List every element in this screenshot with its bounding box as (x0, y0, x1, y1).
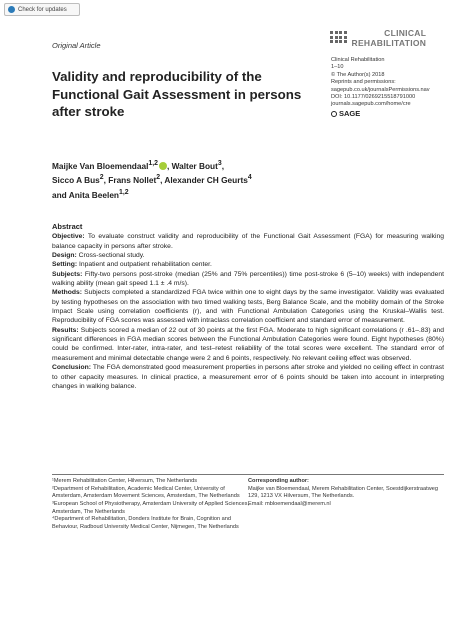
section-label: Setting: (52, 261, 78, 269)
abstract-results (52, 326, 444, 363)
journal-name-line1: CLINICAL (384, 28, 427, 38)
section-label: Objective: (52, 233, 85, 241)
affiliation-item: ⁴Department of Rehabilitation, Donders Institute for Brain, Cognition and Behaviour, Radboud University Medical Center, Nijmegen, The Netherlands (52, 516, 239, 530)
abstract-methods (52, 288, 444, 325)
abstract-heading: Abstract (52, 222, 83, 231)
abstract (52, 222, 444, 391)
publication-info (331, 57, 430, 117)
publisher-name: SAGE (339, 108, 361, 118)
article-type: Original Article (52, 41, 101, 50)
author-affiliation-sup: 3 (217, 160, 222, 167)
doi[interactable]: DOI: 10.1177/0269215518791000 (331, 94, 416, 101)
abstract-conclusion (52, 363, 444, 391)
affiliation-item: ²Department of Rehabilitation, Academic Medical Center, University of Amsterdam, Amsterdam Movement Sciences, Amsterdam, The Netherlands (52, 485, 240, 500)
section-text: Inpatient and outpatient rehabilitation center. (79, 261, 212, 269)
section-label: Design: (52, 252, 77, 260)
author-affiliation-sup: 2 (156, 174, 161, 182)
section-text: The FGA demonstrated good measurement properties in persons after stroke and yielded no ceiling effect in contrast to other capacity measures. In clinical practice, a measurement error of 6 points should be taken into account in interpreting changes in walking balance. (52, 364, 444, 390)
section-text: Subjects scored a median of 22 out of 30 points at the first FGA. Moderate to high significant correlations (r .61–.83) and significant differences in FGA median scores between the Functional Ambulation Categories were found. Eight hypotheses (80%) could be confirmed. Inter-rater, intra-rater, and test–retest reliability of the total scores were excellent. The standard error of measurement and minimal detectable change were 2 and 6 points, respectively. No relevant ceiling effect was observed. (52, 326, 444, 362)
corresponding-author (248, 478, 448, 509)
section-label: Subjects: (52, 270, 83, 278)
journal-logo-grid-icon (330, 31, 347, 43)
section-label: Conclusion: (52, 364, 91, 372)
orcid-icon[interactable] (159, 162, 167, 170)
affiliation-item: ³European School of Physiotherapy, Amsterdam University of Applied Sciences, Amsterdam, The Netherlands (52, 500, 250, 515)
section-text: To evaluate construct validity and reproducibility of the Functional Gait Assessment (FGA) for measuring walking balance capacity in persons after stroke. (52, 233, 444, 250)
author-name: Sicco A Bus (52, 175, 100, 186)
section-label: Methods: (52, 289, 82, 297)
footer-divider (52, 474, 444, 475)
section-label: Results: (52, 326, 79, 334)
author-name: Frans Nollet (108, 175, 157, 186)
pub-info-line: © The Author(s) 2018 (331, 71, 385, 78)
corresponding-author-email[interactable]: Email: mbloemendaal@merem.nl (248, 500, 331, 507)
author-name: Maijke Van Bloemendaal (52, 160, 149, 171)
section-text: Subjects completed a standardized FGA twice within one to eight days by the same investigator. Validity was evaluated by testing hypotheses on the association with two timed walking tests, Berg Balance Scale, and the mobility domain of the Stroke Impact Scale using correlation coefficients (r), and with Functional Ambulation Categories using the Kruskal–Wallis test. Reproducibility of FGA scores was assessed with intraclass correlation coefficient and standard error of measurement. (52, 289, 444, 325)
abstract-objective (52, 232, 444, 251)
author-affiliation-sup: 4 (247, 174, 252, 182)
pub-info-line: 1–10 (331, 64, 344, 71)
section-text: Cross-sectional study. (78, 252, 145, 260)
author-affiliation-sup: 2 (99, 174, 104, 182)
pub-info-line: Reprints and permissions: (331, 79, 396, 86)
affiliations (52, 478, 252, 532)
check-for-updates-label: Check for updates (18, 6, 67, 13)
section-text: Fifty-two persons post-stroke (median (25% and 75% percentiles)) time post-stroke 6 (5–10) weeks) with independent walking ability (mean gait speed 1.1 ± .4 m/s). (52, 270, 444, 288)
publisher-logo (331, 110, 430, 117)
updates-icon (8, 6, 15, 13)
author-affiliation-sup: 1,2 (148, 160, 158, 167)
author-name: and Anita Beelen (52, 189, 120, 200)
pub-info-line: sagepub.co.uk/journalsPermissions.nav (331, 86, 430, 93)
abstract-design (52, 251, 444, 260)
pub-info-line: Clinical Rehabilitation (331, 57, 385, 63)
abstract-setting (52, 260, 444, 269)
article-title: Validity and reproducibility of the Functional Gait Assessment in persons after stroke (52, 69, 302, 119)
abstract-subjects (52, 270, 444, 289)
check-for-updates-badge[interactable] (4, 3, 80, 16)
affiliation-item: ¹Merem Rehabilitation Center, Hilversum, The Netherlands (52, 478, 198, 484)
corresponding-author-heading: Corresponding author: (248, 478, 309, 484)
journal-logo (330, 29, 426, 48)
author-list: Maijke Van Bloemendaal$^{1,2}$ , Walter Bout$^3$, Sicco A Bus$^2$, Frans Nollet$^2$, Alexander CH Geurts$^4$ and Anita Beelen$^{1,2}$ (52, 160, 252, 200)
author-name: Walter Bout (171, 160, 218, 171)
sage-logo-icon (331, 111, 337, 117)
author-name: Alexander CH Geurts (164, 175, 248, 186)
author-affiliation-sup: 1,2 (119, 188, 129, 196)
journal-name-line2: REHABILITATION (351, 37, 427, 48)
journal-url[interactable]: journals.sagepub.com/home/cre (331, 101, 411, 108)
corresponding-author-address: Maijke van Bloemendaal, Merem Rehabilitation Center, Soestdijkerstraatweg 129, 1213 VX Hilversum, The Netherlands. (248, 485, 438, 500)
